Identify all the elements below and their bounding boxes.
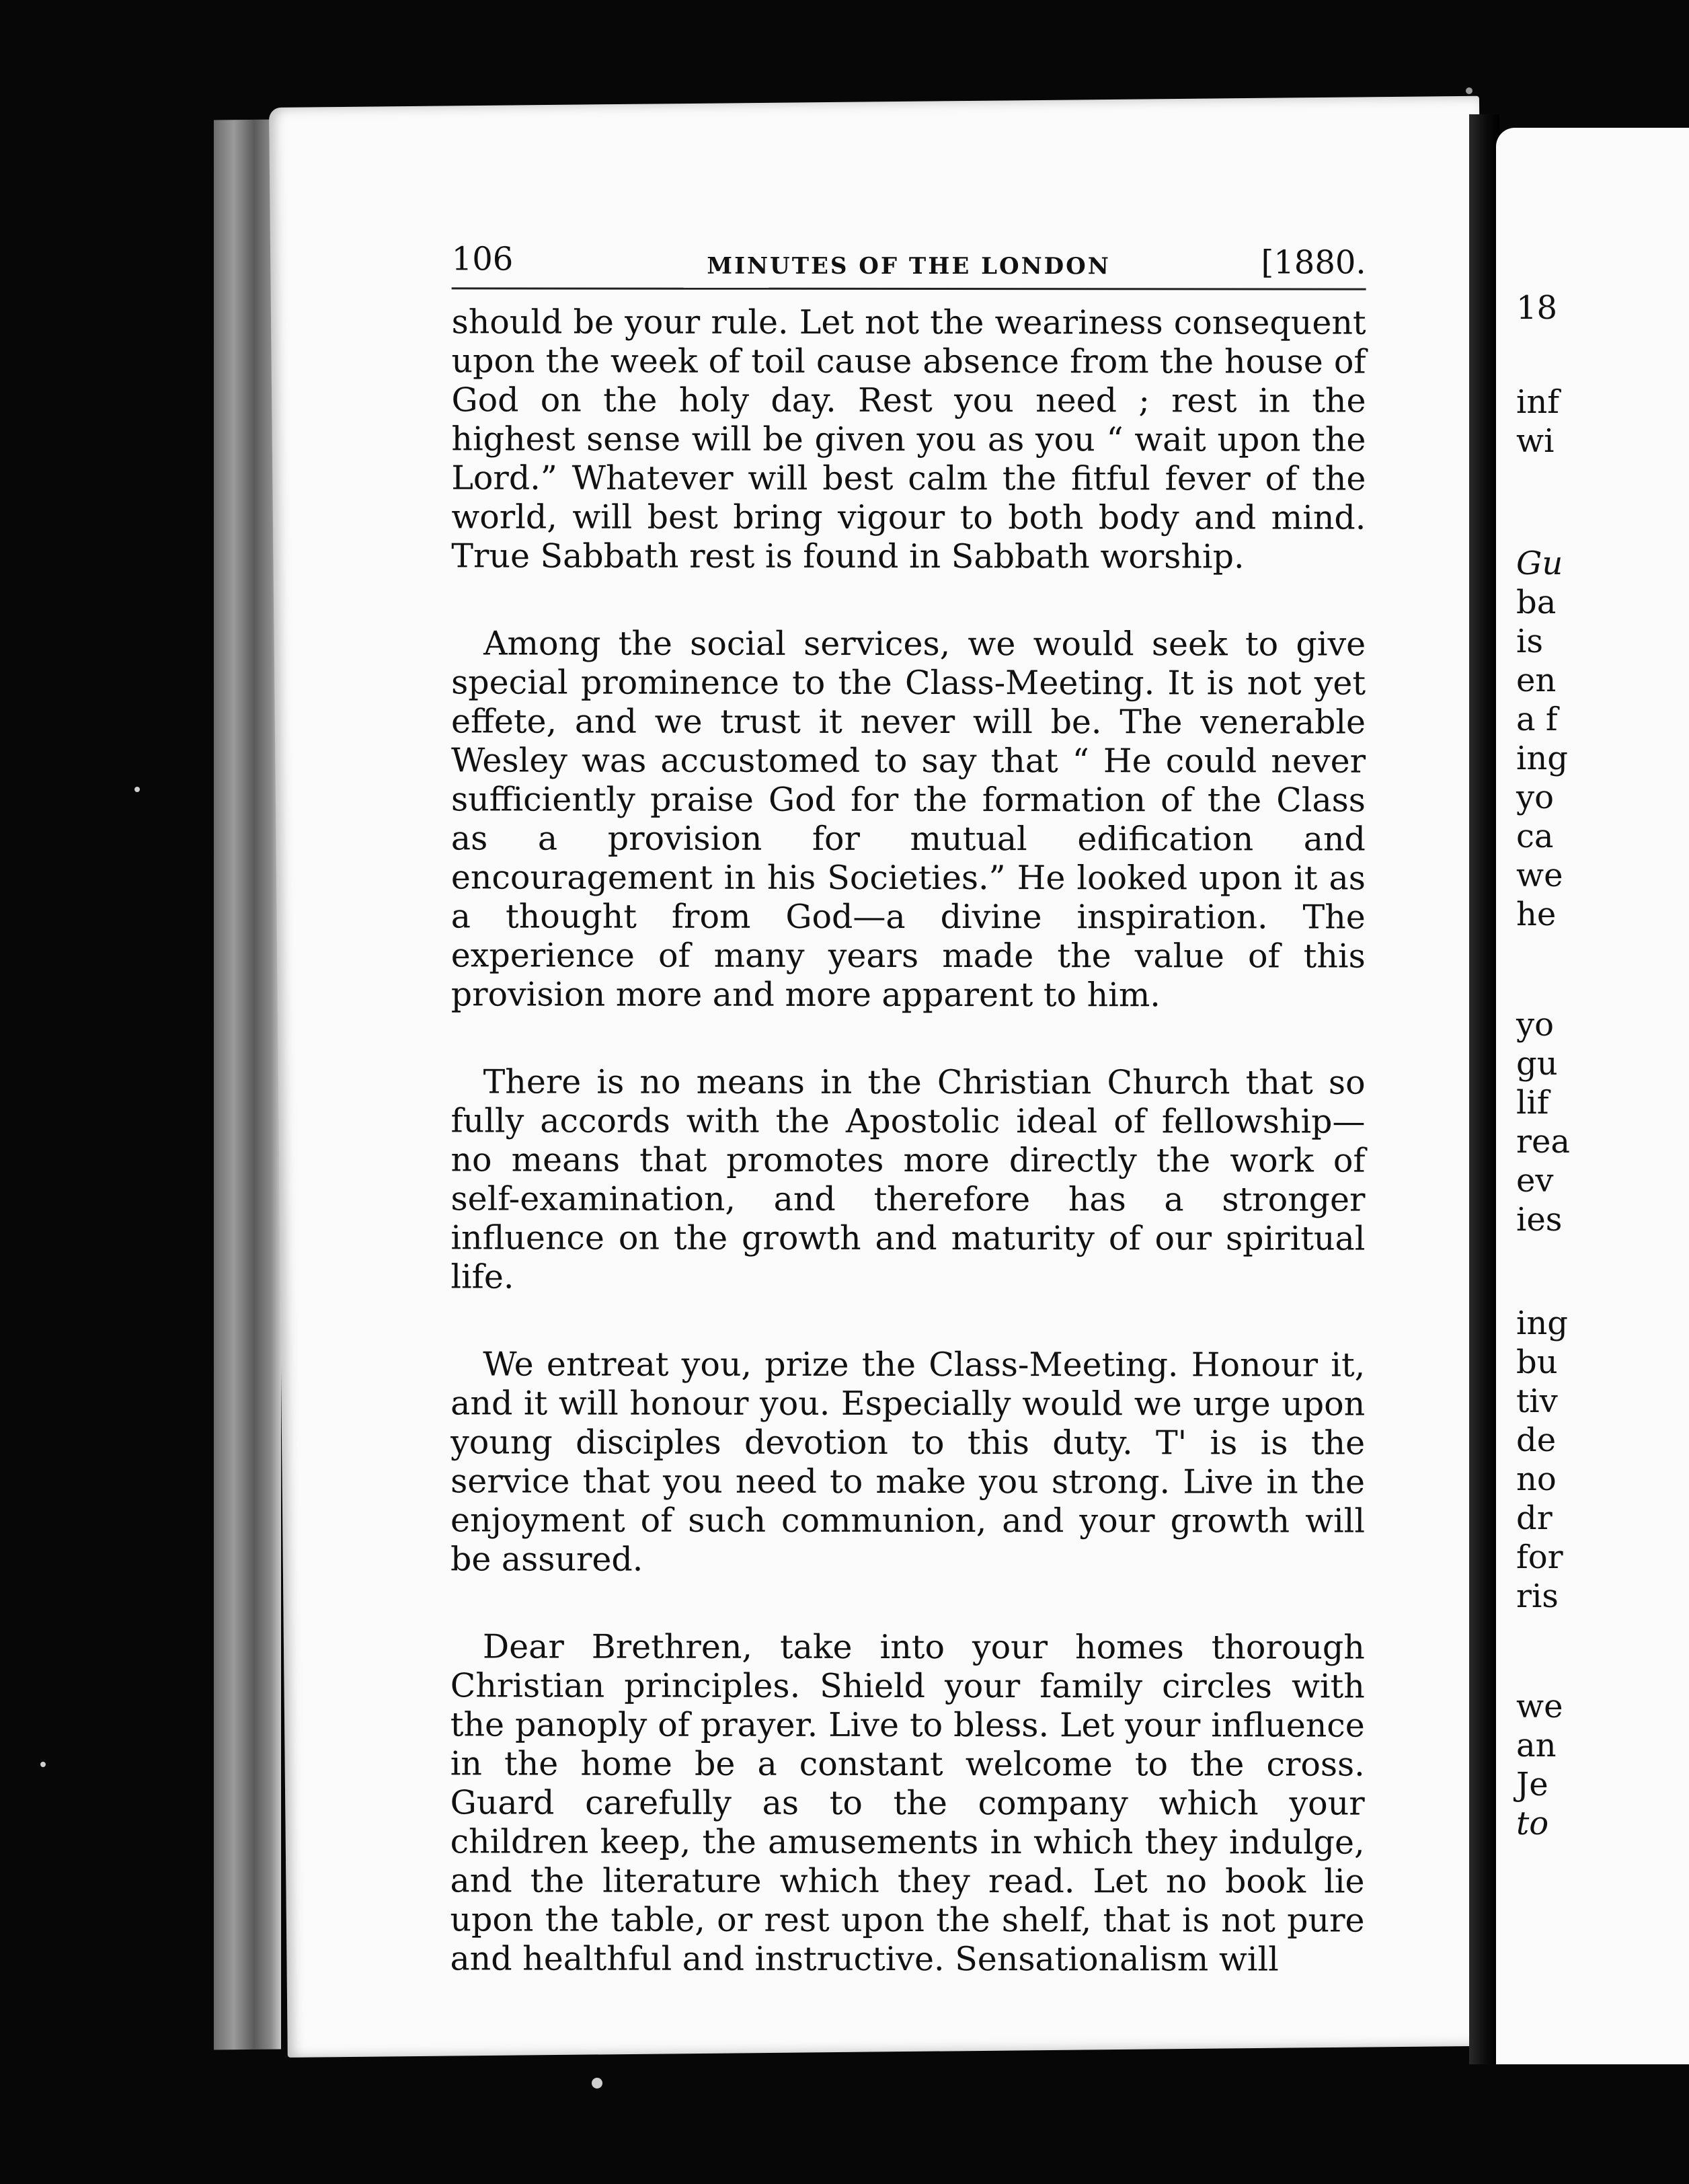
fragment-line: Je — [1516, 1766, 1548, 1803]
fragment-line: we — [1516, 1688, 1563, 1725]
scan-speck — [134, 787, 140, 792]
book-gutter — [1469, 114, 1499, 2064]
scan-speck — [40, 1762, 46, 1767]
fragment-line: lif — [1516, 1084, 1549, 1122]
page-header — [452, 227, 1366, 290]
fragment-line: de — [1516, 1421, 1557, 1459]
fragment-line: an — [1516, 1727, 1557, 1764]
page-content — [450, 227, 1366, 2027]
fragment-line: Gu — [1516, 545, 1563, 582]
fragment-line: he — [1516, 896, 1557, 933]
page-number: 106 — [451, 240, 514, 278]
paragraph: should be your rule. Let not the weariness consequent upon the week of toil cause absence from the house of God on the holy day. Rest you need ; rest in the highest sense will be given you as you “ wait upon the Lord.” Whatever will best calm the fitful fever of the world, will best bring vigour to both body and mind. True Sabbath rest is found in Sabbath worship. — [451, 303, 1366, 576]
fragment-line: dr — [1516, 1499, 1553, 1537]
left-page — [269, 96, 1498, 2058]
fragment-line: a f — [1516, 701, 1558, 738]
body-text — [450, 303, 1366, 1979]
paragraph: We entreat you, prize the Class-Meeting. Honour it, and it will honour you. Especially would we urge upon young disciples devotion to this duty. T' is is the service that you need to make you strong. Live in the enjoyment of such communion, and your growth will be assured. — [450, 1345, 1366, 1579]
fragment-line: tiv — [1516, 1382, 1558, 1420]
fragment-line: ca — [1516, 818, 1554, 855]
year-mark: [1880. — [1261, 243, 1366, 282]
scan-speck — [1466, 87, 1472, 94]
fragment-line: inf — [1516, 383, 1560, 421]
paragraph: Among the social services, we would seek to give special prominence to the Class-Meeting. It is not yet effete, and we trust it never will be. The venerable Wesley was accustomed to say that “ He could never sufficiently praise God for the formation of the Class as a provision for mutual edification and encouragement in his Societies.” He looked upon it as a thought from God—a divine inspiration. The experience of many years made the value of this provision more and more apparent to him. — [450, 624, 1366, 1015]
fragment-line: ba — [1516, 584, 1557, 621]
fragment-line: yo — [1516, 1006, 1555, 1044]
fragment-line: no — [1516, 1460, 1557, 1498]
book-page-edges — [214, 119, 281, 2050]
fragment-line: is — [1516, 623, 1543, 660]
paragraph: Dear Brethren, take into your homes thorough Christian principles. Shield your family circles with the panoply of prayer. Live to bless. Let your influence in the home be a constant welcome to the cross. Guard carefully as to the company which your children keep, the amusements in which they indulge, and the literature which they read. Let no book lie upon the table, or rest upon the shelf, that is not pure and healthful and instructive. Sensationalism will — [450, 1627, 1365, 1979]
fragment-line: wi — [1516, 422, 1555, 460]
fragment-line: ris — [1516, 1577, 1559, 1615]
fragment-line: yo — [1516, 779, 1555, 816]
fragment-line: rea — [1516, 1123, 1570, 1161]
fragment-line: en — [1516, 662, 1557, 699]
fragment-line: for — [1516, 1538, 1563, 1576]
fragment-line: we — [1516, 857, 1563, 894]
fragment-line: ies — [1516, 1201, 1563, 1239]
scan-speck — [592, 2078, 602, 2089]
fragment-line: gu — [1516, 1045, 1558, 1083]
fragment-line: ing — [1516, 740, 1568, 777]
fragment-line: ev — [1516, 1162, 1554, 1200]
running-title: MINUTES OF THE LONDON — [707, 252, 1111, 280]
right-page-header: 18 — [1516, 289, 1558, 327]
fragment-line: to — [1516, 1805, 1549, 1842]
fragment-line: ing — [1516, 1304, 1568, 1342]
fragment-line: bu — [1516, 1343, 1558, 1381]
paragraph: There is no means in the Christian Church that so fully accords with the Apostolic ideal of fellowship—no means that promotes more directly the work of self-examination, and therefore has a stronger influence on the growth and maturity of our spiritual life. — [450, 1062, 1366, 1296]
